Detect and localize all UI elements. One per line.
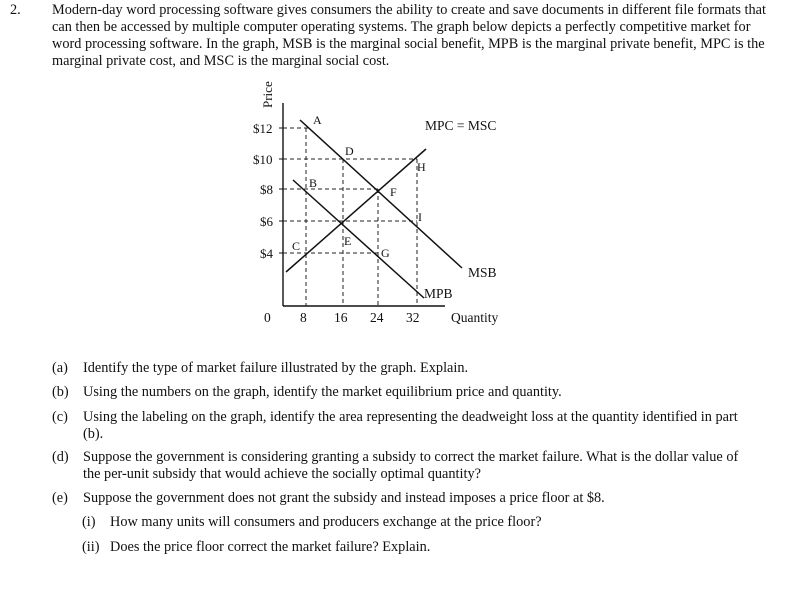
- part-e-label: (e): [52, 490, 68, 506]
- point-g: G: [381, 246, 390, 260]
- part-e-text: Suppose the government does not grant the subsidy and instead imposes a price floor at $8.: [83, 490, 605, 506]
- part-a-label: (a): [52, 360, 68, 376]
- subpart-i-label: (i): [82, 514, 96, 530]
- point-e: E: [344, 234, 352, 248]
- point-i: I: [418, 210, 422, 224]
- y-tick-12: $12: [253, 121, 273, 136]
- supply-curve-label: MPC = MSC: [425, 118, 497, 133]
- point-f: F: [390, 185, 397, 199]
- y-axis-label: Price: [260, 81, 275, 108]
- part-c-text: Using the labeling on the graph, identify the area representing the deadweight loss at the quantity identified in part (b).: [83, 409, 738, 442]
- x-tick-32: 32: [406, 310, 420, 325]
- question-number: 2.: [10, 2, 21, 18]
- subpart-i-text: How many units will consumers and producers exchange at the price floor?: [110, 514, 542, 530]
- x-tick-24: 24: [370, 310, 384, 325]
- point-b: B: [309, 176, 318, 190]
- supply-curve-mpc-msc: [286, 149, 426, 272]
- mpb-curve: [293, 180, 424, 298]
- point-h: H: [417, 160, 426, 174]
- part-d-label: (d): [52, 449, 69, 465]
- point-a: A: [313, 113, 322, 127]
- origin-label: 0: [264, 310, 271, 325]
- part-b-label: (b): [52, 384, 69, 400]
- y-tick-8: $8: [260, 182, 273, 197]
- x-ticks: [300, 310, 420, 325]
- part-d-text: Suppose the government is considering granting a subsidy to correct the market failure. What is the dollar value of the per-unit subsidy that would achieve the socially optimal quantity?: [83, 449, 739, 482]
- mpb-label: MPB: [424, 286, 453, 301]
- subpart-ii-text: Does the price floor correct the market failure? Explain.: [110, 539, 431, 555]
- part-b-text: Using the numbers on the graph, identify the market equilibrium price and quantity.: [83, 384, 562, 400]
- part-a-text: Identify the type of market failure illustrated by the graph. Explain.: [83, 360, 469, 376]
- x-tick-8: 8: [300, 310, 307, 325]
- part-c-label: (c): [52, 409, 68, 425]
- question-text: Modern-day word processing software gives consumers the ability to create and save documents in different file formats that can then be accessed by multiple computer operating systems. The graph below depicts a perfectly competitive market for word processing software. In the graph, MSB is the marginal social benefit, MPB is the marginal private benefit, MPC is the marginal private cost, and MSC is the marginal social cost.: [52, 2, 766, 69]
- subpart-ii-label: (ii): [82, 539, 100, 555]
- y-tick-6: $6: [260, 214, 273, 229]
- msb-label: MSB: [468, 265, 497, 280]
- point-labels: [292, 113, 426, 260]
- y-tick-4: $4: [260, 246, 273, 261]
- y-ticks: [253, 121, 283, 261]
- point-d: D: [345, 144, 354, 158]
- point-c: C: [292, 239, 301, 253]
- x-tick-16: 16: [334, 310, 348, 325]
- y-tick-10: $10: [253, 152, 273, 167]
- x-axis-label: Quantity: [451, 310, 499, 325]
